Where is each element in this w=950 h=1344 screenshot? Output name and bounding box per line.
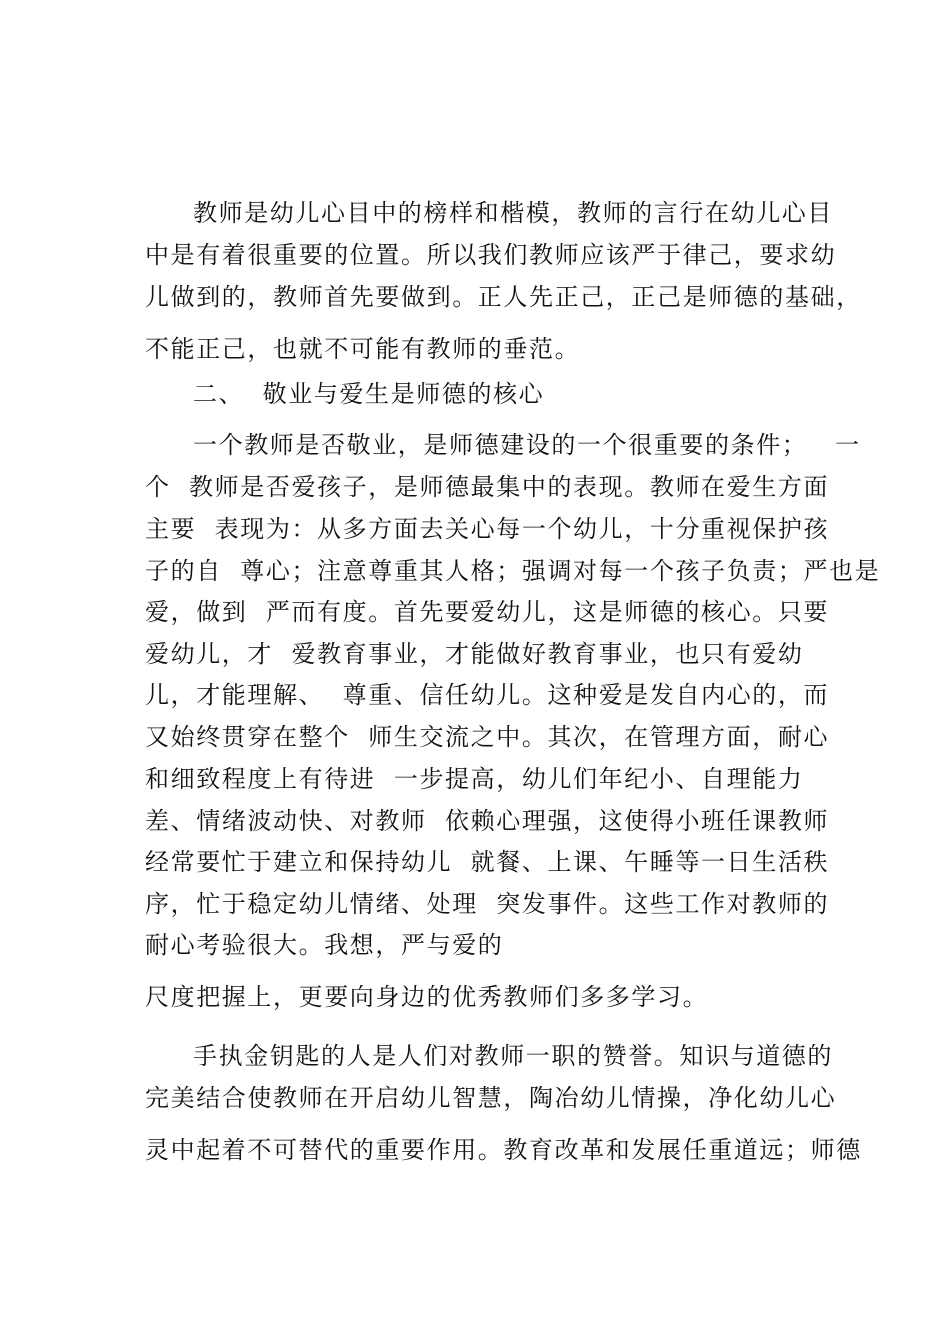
- paragraph-line: 手执金钥匙的人是人们对教师一职的赞誉。知识与道德的: [193, 1042, 833, 1070]
- paragraph-line: 中是有着很重要的位置。所以我们教师应该严于律己，要求幼: [145, 241, 837, 269]
- paragraph-line: 又始终贯穿在整个 师生交流之中。其次，在管理方面，耐心: [145, 723, 830, 751]
- paragraph-line: 序，忙于稳定幼儿情绪、处理 突发事件。这些工作对教师的: [145, 890, 830, 918]
- paragraph-line: 耐心考验很大。我想，严与爱的: [145, 931, 504, 959]
- paragraph-line: 尺度把握上，更要向身边的优秀教师们多多学习。: [145, 983, 709, 1011]
- paragraph-line: 教师是幼儿心目中的榜样和楷模，教师的言行在幼儿心目: [193, 199, 833, 227]
- paragraph-line: 灵中起着不可替代的重要作用。教育改革和发展任重道远；师德: [145, 1136, 862, 1164]
- paragraph-line: 经常要忙于建立和保持幼儿 就餐、上课、午睡等一日生活秩: [145, 848, 830, 876]
- paragraph-line: 爱，做到 严而有度。首先要爱幼儿，这是师德的核心。只要: [145, 598, 830, 626]
- paragraph-line: 儿，才能理解、 尊重、信任幼儿。这种爱是发自内心的，而: [145, 681, 830, 709]
- paragraph-line: 一个教师是否敬业，是师德建设的一个很重要的条件； 一: [193, 431, 861, 459]
- paragraph-line: 儿做到的，教师首先要做到。正人先正己，正己是师德的基础，: [145, 283, 862, 311]
- section-heading: 二、 敬业与爱生是师德的核心: [193, 380, 545, 408]
- paragraph-line: 不能正己，也就不可能有教师的垂范。: [145, 335, 581, 363]
- paragraph-line: 爱幼儿，才 爱教育事业，才能做好教育事业，也只有爱幼: [145, 640, 804, 668]
- paragraph-line: 主要 表现为：从多方面去关心每一个幼儿，十分重视保护孩: [145, 515, 830, 543]
- paragraph-line: 和细致程度上有待进 一步提高，幼儿们年纪小、自理能力: [145, 765, 804, 793]
- paragraph-line: 完美结合使教师在开启幼儿智慧，陶冶幼儿情操，净化幼儿心: [145, 1084, 837, 1112]
- paragraph-line: 子的自 尊心；注意尊重其人格；强调对每一个孩子负责；严也是: [145, 557, 881, 585]
- paragraph-line: 个 教师是否爱孩子，是师德最集中的表现。教师在爱生方面: [145, 473, 830, 501]
- paragraph-line: 差、情绪波动快、对教师 依赖心理强，这使得小班任课教师: [145, 807, 830, 835]
